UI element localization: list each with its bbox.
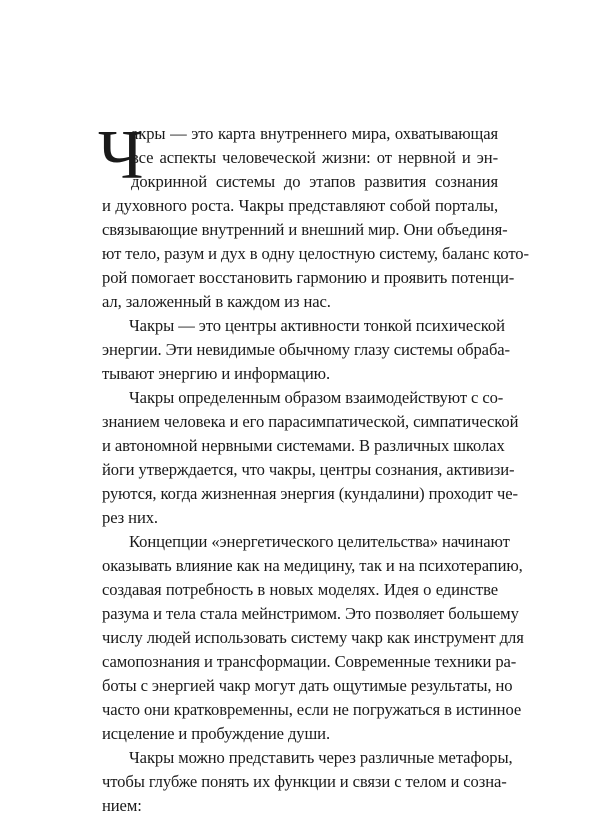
- text-line: Чакры — это центры активности тонкой психической: [129, 316, 505, 335]
- text-line: боты с энергией чакр могут дать ощутимые результаты, но: [102, 676, 513, 695]
- text-line: йоги утверждается, что чакры, центры сознания, активизи-: [102, 460, 515, 479]
- text-line: Чакры определенным образом взаимодействуют с со-: [129, 388, 504, 407]
- text-line: и автономной нервными системами. В различных школах: [102, 436, 505, 455]
- text-line: связывающие внутренний и внешний мир. Они объединя-: [102, 220, 508, 239]
- text-line: рез них.: [102, 508, 158, 527]
- text-line: энергии. Эти невидимые обычному глазу системы обраба-: [102, 340, 510, 359]
- text-line: создавая потребность в новых моделях. Идея о единстве: [102, 580, 498, 599]
- text-line: ал, заложенный в каждом из нас.: [102, 292, 331, 311]
- text-line: нием:: [102, 796, 142, 815]
- text-line: ют тело, разум и дух в одну целостную систему, баланс кото-: [102, 244, 529, 263]
- text-line: акры — это карта внутреннего мира, охватывающая: [131, 124, 498, 143]
- text-line: Концепции «энергетического целительства» начинают: [129, 532, 510, 551]
- text-line: числу людей использовать систему чакр как инструмент для: [102, 628, 524, 647]
- text-line: исцеление и пробуждение души.: [102, 724, 330, 743]
- text-line: часто они кратковременны, если не погружаться в истинное: [102, 700, 522, 719]
- text-line: Чакры можно представить через различные метафоры,: [129, 748, 513, 767]
- text-line: рой помогает восстановить гармонию и проявить потенци-: [102, 268, 515, 287]
- text-line: руются, когда жизненная энергия (кундалини) проходит че-: [102, 484, 518, 503]
- text-line: все аспекты человеческой жизни: от нервной и эн-: [131, 148, 498, 167]
- drop-cap: Ч: [98, 117, 144, 194]
- text-line: разума и тела стала мейнстримом. Это позволяет большему: [102, 604, 519, 623]
- text-line: тывают энергию и информацию.: [102, 364, 330, 383]
- text-line: оказывать влияние как на медицину, так и на психотерапию,: [102, 556, 523, 575]
- text-line: чтобы глубже понять их функции и связи с телом и созна-: [102, 772, 507, 791]
- text-line: и духовного роста. Чакры представляют собой порталы,: [102, 196, 498, 215]
- text-line: докринной системы до этапов развития сознания: [131, 172, 498, 191]
- text-line: самопознания и трансформации. Современные техники ра-: [102, 652, 517, 671]
- text-line: знанием человека и его парасимпатической, симпатической: [102, 412, 519, 431]
